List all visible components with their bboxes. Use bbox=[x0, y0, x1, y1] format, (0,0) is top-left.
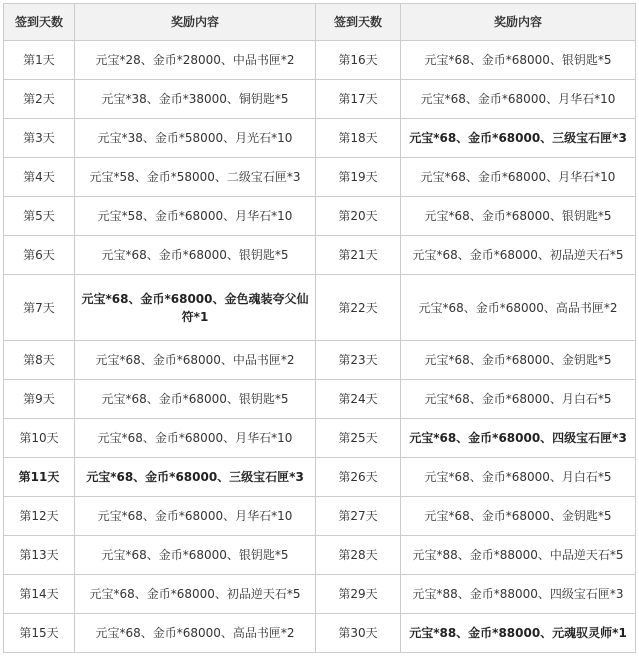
day-cell: 第25天 bbox=[316, 419, 401, 458]
reward-cell: 元宝*38、金币*58000、月光石*10 bbox=[75, 119, 316, 158]
reward-cell: 元宝*38、金币*38000、铜钥匙*5 bbox=[75, 80, 316, 119]
reward-cell: 元宝*68、金币*68000、月华石*10 bbox=[75, 419, 316, 458]
table-row bbox=[4, 41, 636, 80]
reward-cell: 元宝*68、金币*68000、银钥匙*5 bbox=[401, 41, 636, 80]
table-row bbox=[4, 458, 636, 497]
day-cell: 第18天 bbox=[316, 119, 401, 158]
table-row bbox=[4, 341, 636, 380]
table-row bbox=[4, 380, 636, 419]
reward-cell: 元宝*68、金币*68000、银钥匙*5 bbox=[401, 197, 636, 236]
reward-cell: 元宝*58、金币*68000、月华石*10 bbox=[75, 197, 316, 236]
reward-column-header: 奖励内容 bbox=[401, 4, 636, 41]
reward-cell: 元宝*68、金币*68000、银钥匙*5 bbox=[75, 236, 316, 275]
day-cell: 第24天 bbox=[316, 380, 401, 419]
reward-cell: 元宝*28、金币*28000、中品书匣*2 bbox=[75, 41, 316, 80]
day-cell: 第28天 bbox=[316, 536, 401, 575]
reward-cell: 元宝*68、金币*68000、高品书匣*2 bbox=[75, 614, 316, 653]
table-header-row bbox=[4, 4, 636, 41]
day-column-header: 签到天数 bbox=[316, 4, 401, 41]
highlight-reward-cell: 元宝*68、金币*68000、三级宝石匣*3 bbox=[75, 458, 316, 497]
day-cell: 第12天 bbox=[4, 497, 75, 536]
day-cell: 第9天 bbox=[4, 380, 75, 419]
table-row bbox=[4, 575, 636, 614]
day-cell: 第2天 bbox=[4, 80, 75, 119]
day-cell: 第4天 bbox=[4, 158, 75, 197]
day-cell: 第1天 bbox=[4, 41, 75, 80]
reward-cell: 元宝*68、金币*68000、初品逆天石*5 bbox=[75, 575, 316, 614]
day-cell: 第14天 bbox=[4, 575, 75, 614]
reward-cell: 元宝*68、金币*68000、银钥匙*5 bbox=[75, 536, 316, 575]
day-cell: 第6天 bbox=[4, 236, 75, 275]
table-row bbox=[4, 614, 636, 653]
day-cell: 第3天 bbox=[4, 119, 75, 158]
reward-cell: 元宝*68、金币*68000、中品书匣*2 bbox=[75, 341, 316, 380]
day-cell: 第17天 bbox=[316, 80, 401, 119]
reward-cell: 元宝*68、金币*68000、银钥匙*5 bbox=[75, 380, 316, 419]
reward-cell: 元宝*68、金币*68000、月华石*10 bbox=[401, 158, 636, 197]
reward-cell: 元宝*68、金币*68000、高品书匣*2 bbox=[401, 275, 636, 341]
highlight-day-cell: 第11天 bbox=[4, 458, 75, 497]
table-row bbox=[4, 119, 636, 158]
reward-cell: 元宝*68、金币*68000、月华石*10 bbox=[401, 80, 636, 119]
sign-in-rewards-table bbox=[3, 3, 636, 653]
day-cell: 第23天 bbox=[316, 341, 401, 380]
table-row bbox=[4, 275, 636, 341]
day-cell: 第13天 bbox=[4, 536, 75, 575]
table-row bbox=[4, 236, 636, 275]
day-column-header: 签到天数 bbox=[4, 4, 75, 41]
day-cell: 第22天 bbox=[316, 275, 401, 341]
day-cell: 第16天 bbox=[316, 41, 401, 80]
day-cell: 第30天 bbox=[316, 614, 401, 653]
reward-column-header: 奖励内容 bbox=[75, 4, 316, 41]
highlight-reward-cell: 元宝*88、金币*88000、元魂驭灵师*1 bbox=[401, 614, 636, 653]
reward-cell: 元宝*68、金币*68000、金钥匙*5 bbox=[401, 341, 636, 380]
day-cell: 第26天 bbox=[316, 458, 401, 497]
day-cell: 第19天 bbox=[316, 158, 401, 197]
day-cell: 第8天 bbox=[4, 341, 75, 380]
day-cell: 第21天 bbox=[316, 236, 401, 275]
reward-cell: 元宝*68、金币*68000、初品逆天石*5 bbox=[401, 236, 636, 275]
day-cell: 第15天 bbox=[4, 614, 75, 653]
highlight-reward-cell: 元宝*68、金币*68000、四级宝石匣*3 bbox=[401, 419, 636, 458]
table-row bbox=[4, 80, 636, 119]
reward-cell: 元宝*68、金币*68000、月华石*10 bbox=[75, 497, 316, 536]
reward-cell: 元宝*68、金币*68000、月白石*5 bbox=[401, 458, 636, 497]
reward-cell: 元宝*88、金币*88000、四级宝石匣*3 bbox=[401, 575, 636, 614]
day-cell: 第7天 bbox=[4, 275, 75, 341]
table-row bbox=[4, 158, 636, 197]
table-row bbox=[4, 197, 636, 236]
table-row bbox=[4, 497, 636, 536]
reward-cell: 元宝*68、金币*68000、金钥匙*5 bbox=[401, 497, 636, 536]
reward-cell: 元宝*88、金币*88000、中品逆天石*5 bbox=[401, 536, 636, 575]
highlight-reward-cell: 元宝*68、金币*68000、金色魂装夸父仙符*1 bbox=[75, 275, 316, 341]
table-row bbox=[4, 419, 636, 458]
table-row bbox=[4, 536, 636, 575]
day-cell: 第27天 bbox=[316, 497, 401, 536]
reward-cell: 元宝*58、金币*58000、二级宝石匣*3 bbox=[75, 158, 316, 197]
day-cell: 第29天 bbox=[316, 575, 401, 614]
highlight-reward-cell: 元宝*68、金币*68000、三级宝石匣*3 bbox=[401, 119, 636, 158]
day-cell: 第20天 bbox=[316, 197, 401, 236]
day-cell: 第10天 bbox=[4, 419, 75, 458]
day-cell: 第5天 bbox=[4, 197, 75, 236]
reward-cell: 元宝*68、金币*68000、月白石*5 bbox=[401, 380, 636, 419]
